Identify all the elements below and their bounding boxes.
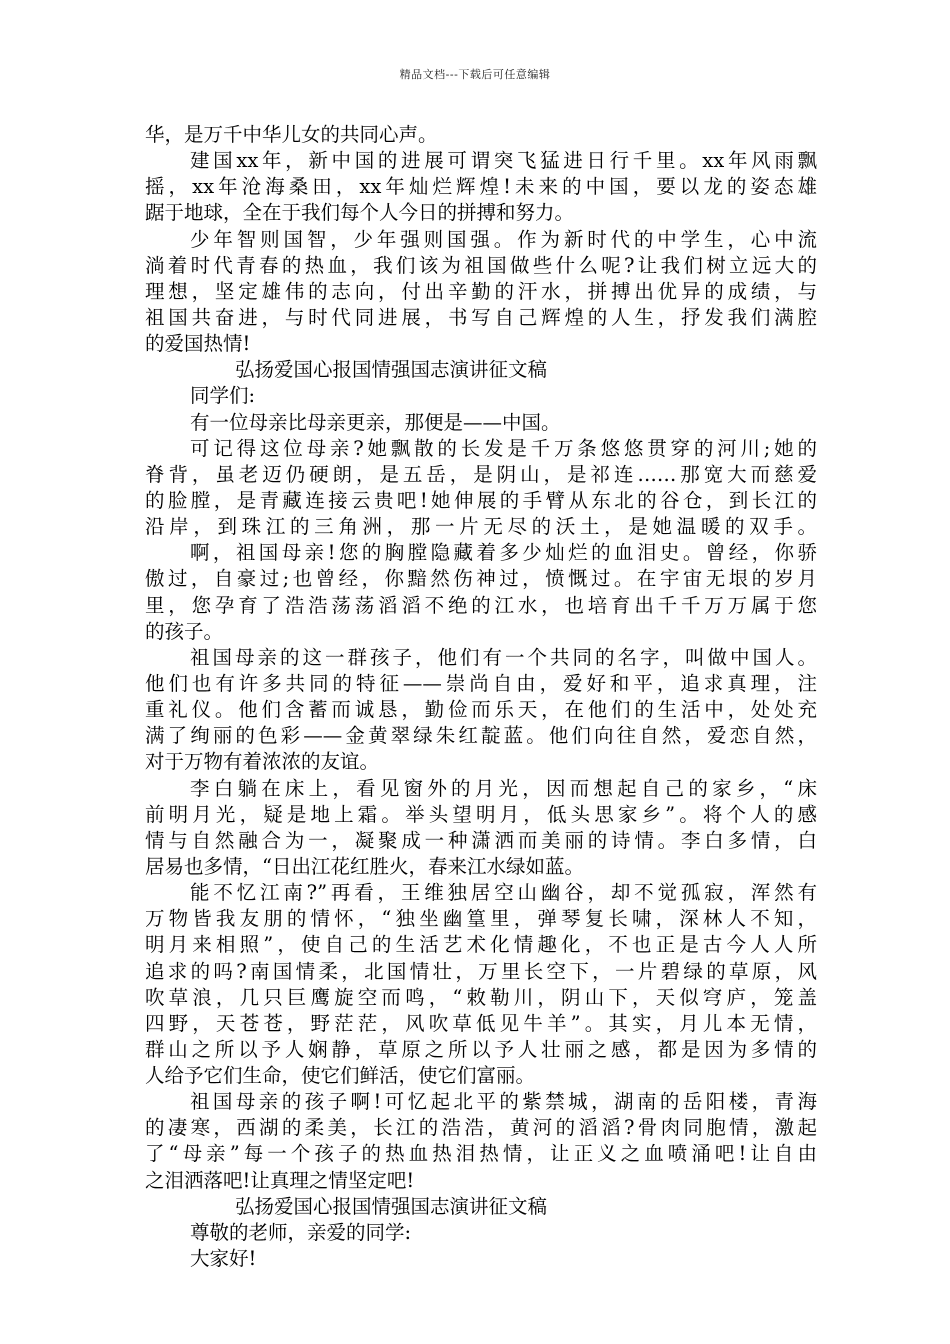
text-line: 能不忆江南?”再看，王维独居空山幽谷，却不觉孤寂，浑然有 (190, 881, 817, 905)
text-line: 的脸膛，是青藏连接云贵吧!她伸展的手臂从东北的谷仓，到长江的 (145, 488, 817, 512)
text-line: 前明月光，疑是地上霜。举头望明月，低头思家乡”。将个人的感 (145, 802, 817, 826)
text-line: 理想，坚定雄伟的志向，付出辛勤的汗水，拼搏出优异的成绩，与 (145, 279, 817, 303)
text-line: 的凄寒，西湖的柔美，长江的浩浩，黄河的滔滔?骨肉同胞情，激起 (145, 1116, 817, 1140)
text-line: 居易也多情，“日出江花红胜火，春来江水绿如蓝。 (145, 854, 584, 878)
text-line: 满了绚丽的色彩——金黄翠绿朱红靛蓝。他们向往自然，爱恋自然， (145, 724, 817, 748)
text-line: 四野，天苍苍，野茫茫，风吹草低见牛羊”。其实，月儿本无情， (145, 1011, 817, 1035)
text-line: 可记得这位母亲?她飘散的长发是千万条悠悠贯穿的河川;她的 (190, 436, 817, 460)
text-line: 之泪洒落吧!让真理之情坚定吧! (145, 1168, 415, 1192)
text-line: 的爱国热情! (145, 332, 251, 356)
text-line: 明月来相照”，使自己的生活艺术化情趣化，不也正是古今人人所 (145, 933, 817, 957)
text-line: 吹草浪，几只巨鹰旋空而鸣，“敕勒川，阴山下，天似穹庐，笼盖 (145, 985, 817, 1009)
text-line: 大家好! (190, 1247, 257, 1271)
text-line: 追求的吗?南国情柔，北国情壮，万里长空下，一片碧绿的草原，风 (145, 959, 817, 983)
text-line: 傲过，自豪过;也曾经，你黯然伤神过，愤慨过。在宇宙无垠的岁月 (145, 567, 817, 591)
text-line: 的孩子。 (145, 619, 224, 643)
text-line: 情与自然融合为一，凝聚成一种潇洒而美丽的诗情。李白多情，白 (145, 828, 817, 852)
text-line: 淌着时代青春的热血，我们该为祖国做些什么呢?让我们树立远大的 (145, 253, 817, 277)
text-line: 对于万物有着浓浓的友谊。 (145, 750, 380, 774)
text-line: 同学们: (190, 384, 256, 408)
text-line: 祖国共奋进，与时代同进展，书写自己辉煌的人生，抒发我们满腔 (145, 305, 817, 329)
text-line: 啊，祖国母亲!您的胸膛隐藏着多少灿烂的血泪史。曾经，你骄 (190, 541, 817, 565)
text-line: 人给予它们生命，使它们鲜活，使它们富丽。 (145, 1064, 536, 1088)
text-line: 祖国母亲的这一群孩子，他们有一个共同的名字，叫做中国人。 (190, 645, 817, 669)
text-line: 少年智则国智，少年强则国强。作为新时代的中学生，心中流 (190, 227, 817, 251)
text-line: 华，是万千中华儿女的共同心声。 (145, 123, 438, 146)
section-title: 弘扬爱国心报国情强国志演讲征文稿 (235, 1194, 548, 1218)
text-line: 尊敬的老师，亲爱的同学: (190, 1220, 412, 1244)
section-title: 弘扬爱国心报国情强国志演讲征文稿 (235, 358, 548, 382)
text-line: 群山之所以予人娴静，草原之所以予人壮丽之感，都是因为多情的 (145, 1037, 817, 1061)
text-line: 有一位母亲比母亲更亲，那便是——中国。 (190, 410, 561, 434)
text-line: 踞于地球，全在于我们每个人今日的拼搏和努力。 (145, 201, 575, 225)
text-line: 祖国母亲的孩子啊!可忆起北平的紫禁城，湖南的岳阳楼，青海 (190, 1090, 817, 1114)
text-line: 了“母亲”每一个孩子的热血热泪热情，让正义之血喷涌吧!让自由 (145, 1142, 817, 1166)
text-line: 摇，xx年沧海桑田，xx年灿烂辉煌!未来的中国，要以龙的姿态雄 (145, 175, 817, 199)
text-line: 里，您孕育了浩浩荡荡滔滔不绝的江水，也培育出千千万万属于您 (145, 593, 817, 617)
document-body (145, 122, 817, 1272)
text-line: 李白躺在床上，看见窗外的月光，因而想起自己的家乡，“床 (190, 776, 817, 800)
text-line: 建国xx年，新中国的进展可谓突飞猛进日行千里。xx年风雨飘 (190, 149, 817, 173)
text-line: 重礼仪。他们含蓄而诚恳，勤俭而乐天，在他们的生活中，处处充 (145, 698, 817, 722)
text-line: 脊背，虽老迈仍硬朗，是五岳，是阴山，是祁连……那宽大而慈爱 (145, 462, 817, 486)
text-line: 沿岸，到珠江的三角洲，那一片无尽的沃土，是她温暖的双手。 (145, 515, 817, 539)
text-line: 他们也有许多共同的特征——崇尚自由，爱好和平，追求真理，注 (145, 671, 817, 695)
page-header: 精品文档---下载后可任意编辑 (399, 68, 551, 81)
text-line: 万物皆我友朋的情怀，“独坐幽篁里，弹琴复长啸，深林人不知， (145, 907, 817, 931)
